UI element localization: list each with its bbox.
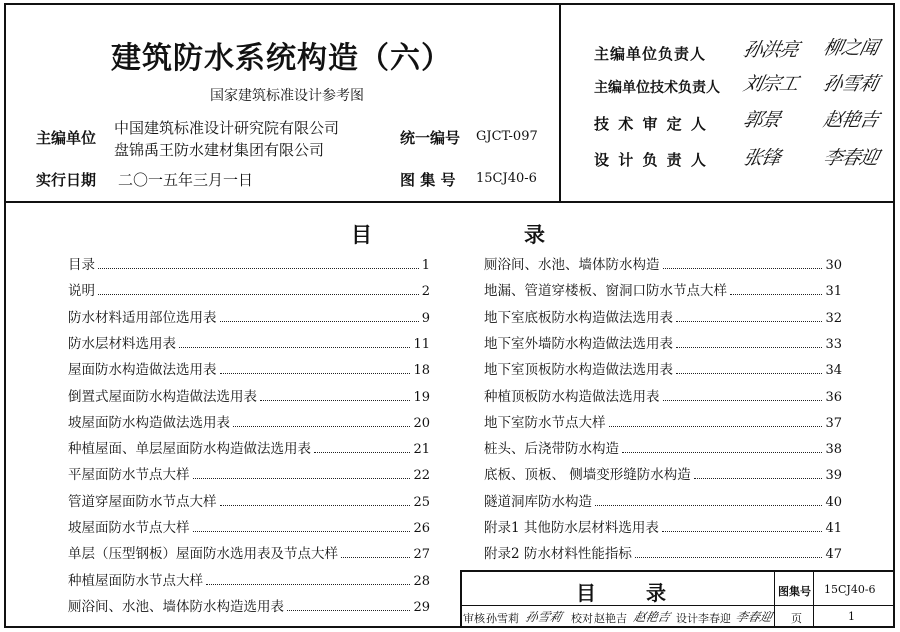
toc-leader-dots <box>694 478 823 479</box>
unified-no-value: GJCT-097 <box>476 129 538 144</box>
titleblock-review-label: 审核 <box>463 612 485 625</box>
toc-leader-dots <box>193 478 411 479</box>
toc-entry <box>68 332 430 352</box>
toc-leader-dots <box>676 321 822 322</box>
toc-leader-dots <box>676 347 822 348</box>
titleblock-review-sig: 孙雪莉 <box>524 610 564 624</box>
resp-sig-4b: 李春迎 <box>821 147 881 169</box>
toc-leader-dots <box>595 505 822 506</box>
toc-heading-right: 录 <box>524 222 545 247</box>
toc-leader-dots <box>179 347 410 348</box>
titleblock-left-line <box>460 570 462 626</box>
toc-entry <box>484 516 842 536</box>
toc-entry-page: 25 <box>413 494 430 510</box>
resp-sig-3a: 郭景 <box>741 109 783 131</box>
titleblock-mid-line <box>460 605 893 606</box>
toc-entry-title: 地漏、管道穿楼板、窗洞口防水节点大样 <box>484 283 727 300</box>
unified-no-label: 统一编号 <box>400 129 461 147</box>
toc-entry-page: 34 <box>825 363 842 379</box>
toc-entry-title: 说明 <box>68 283 95 300</box>
toc-entry-page: 20 <box>413 415 430 431</box>
titleblock-review-name: 孙雪莉 <box>486 612 519 625</box>
toc-entry <box>68 437 430 457</box>
toc-leader-dots <box>220 505 411 506</box>
toc-entry-title: 目录 <box>68 257 95 273</box>
toc-entry <box>68 569 430 589</box>
toc-heading-left: 目 <box>351 222 372 247</box>
toc-entry-page: 11 <box>413 336 430 352</box>
toc-entry-title: 种植屋面防水节点大样 <box>68 572 203 589</box>
toc-entry-title: 地下室底板防水构造做法选用表 <box>484 309 673 326</box>
atlas-no-value: 15CJ40-6 <box>476 171 537 186</box>
toc-entry-title: 附录1 其他防水层材料选用表 <box>484 520 659 536</box>
toc-entry-title: 倒置式屋面防水构造做法选用表 <box>68 388 257 405</box>
toc-entry-page: 38 <box>825 442 842 458</box>
toc-entry <box>484 542 842 562</box>
resp-label-1: 主编单位负责人 <box>594 45 707 63</box>
atlas-no-label: 图 集 号 <box>400 171 456 189</box>
toc-leader-dots <box>233 426 410 427</box>
resp-label-4: 设 计 负 责 人 <box>594 151 708 169</box>
toc-leader-dots <box>663 268 823 269</box>
toc-leader-dots <box>287 610 410 611</box>
toc-entry-page: 36 <box>825 389 842 405</box>
toc-leader-dots <box>260 400 410 401</box>
editor-org-2: 盘锦禹王防水建材集团有限公司 <box>114 141 325 159</box>
titleblock-name-right: 录 <box>646 581 666 605</box>
toc-entry <box>484 411 842 431</box>
editor-label: 主编单位 <box>36 129 97 147</box>
toc-entry-title: 隧道洞库防水构造 <box>484 493 592 510</box>
toc-entry <box>68 358 430 378</box>
toc-entry-page: 40 <box>825 494 842 510</box>
toc-entry-page: 18 <box>413 363 430 379</box>
toc-entry <box>68 542 430 562</box>
toc-leader-dots <box>622 452 822 453</box>
resp-sig-2b: 孙雪莉 <box>821 73 881 95</box>
toc-entry <box>484 279 842 299</box>
toc-entry <box>68 253 430 273</box>
date-label: 实行日期 <box>36 171 97 189</box>
resp-label-3: 技 术 审 定 人 <box>594 115 708 133</box>
toc-entry-title: 底板、顶板、 侧墙变形缝防水构造 <box>484 467 691 484</box>
resp-sig-2a: 刘宗工 <box>741 73 801 95</box>
date-value: 二〇一五年三月一日 <box>118 171 254 189</box>
toc-entry-page: 27 <box>413 547 430 563</box>
toc-entry-title: 防水层材料选用表 <box>68 335 176 352</box>
toc-entry <box>68 385 430 405</box>
toc-entry-page: 2 <box>421 284 430 300</box>
toc-entry <box>68 279 430 299</box>
resp-sig-3b: 赵艳吉 <box>821 109 881 131</box>
toc-entry <box>484 463 842 483</box>
toc-leader-dots <box>220 373 411 374</box>
header-divider-line <box>559 5 561 201</box>
toc-entry <box>484 332 842 352</box>
toc-entry <box>68 516 430 536</box>
toc-entry <box>68 306 430 326</box>
toc-entry <box>484 306 842 326</box>
toc-entry-title: 单层（压型钢板）屋面防水选用表及节点大样 <box>68 546 338 563</box>
toc-leader-dots <box>730 294 822 295</box>
toc-entry-page: 37 <box>825 415 842 431</box>
toc-entry <box>68 463 430 483</box>
toc-entry-page: 22 <box>413 468 430 484</box>
toc-leader-dots <box>98 294 419 295</box>
toc-leader-dots <box>206 584 410 585</box>
toc-leader-dots <box>314 452 410 453</box>
toc-leader-dots <box>662 531 823 532</box>
page-subtitle: 国家建筑标准设计参考图 <box>210 88 364 104</box>
toc-entry-page: 39 <box>825 468 842 484</box>
titleblock-check-name: 赵艳吉 <box>594 612 627 625</box>
toc-entry-page: 33 <box>825 336 842 352</box>
toc-entry-title: 厕浴间、水池、墙体防水构造 <box>484 257 660 273</box>
toc-entry-title: 屋面防水构造做法选用表 <box>68 362 217 379</box>
toc-entry-page: 26 <box>413 521 430 536</box>
toc-leader-dots <box>220 321 419 322</box>
toc-entry <box>484 253 842 273</box>
toc-entry-page: 9 <box>421 310 430 326</box>
titleblock-v1 <box>774 570 775 626</box>
toc-entry-page: 19 <box>413 389 430 405</box>
toc-entry-page: 31 <box>825 284 842 300</box>
toc-entry <box>68 411 430 431</box>
toc-leader-dots <box>635 557 823 558</box>
toc-entry-title: 厕浴间、水池、墙体防水构造选用表 <box>68 598 284 615</box>
titleblock-page-label: 页 <box>791 612 802 625</box>
titleblock-design-name: 李春迎 <box>698 612 731 625</box>
toc-entry-page: 28 <box>413 573 430 589</box>
toc-entry <box>484 490 842 510</box>
toc-entry-page: 32 <box>825 310 842 326</box>
toc-leader-dots <box>676 373 822 374</box>
titleblock-atlas-label: 图集号 <box>778 585 811 598</box>
editor-org-1: 中国建筑标准设计研究院有限公司 <box>114 119 340 137</box>
toc-entry-page: 30 <box>825 258 842 273</box>
toc-leader-dots <box>193 531 411 532</box>
toc-entry-page: 29 <box>413 599 430 615</box>
toc-entry <box>68 490 430 510</box>
resp-label-2: 主编单位技术负责人 <box>594 80 720 96</box>
page-title: 建筑防水系统构造（六） <box>111 41 452 76</box>
titleblock-design-sig: 李春迎 <box>734 610 774 624</box>
toc-entry <box>68 595 430 615</box>
toc-entry-title: 坡屋面防水构造做法选用表 <box>68 414 230 431</box>
titleblock-check-sig: 赵艳吉 <box>632 610 672 624</box>
toc-entry-page: 1 <box>421 258 430 273</box>
toc-entry-title: 平屋面防水节点大样 <box>68 467 190 484</box>
titleblock-design-label: 设计 <box>676 612 698 625</box>
toc-entry-title: 种植屋面、单层屋面防水构造做法选用表 <box>68 441 311 458</box>
resp-sig-1b: 柳之闻 <box>821 37 881 59</box>
toc-entry-title: 地下室顶板防水构造做法选用表 <box>484 362 673 379</box>
toc-entry-page: 47 <box>825 547 842 563</box>
toc-leader-dots <box>341 557 410 558</box>
toc-leader-dots <box>609 426 823 427</box>
toc-entry-title: 防水材料适用部位选用表 <box>68 309 217 326</box>
toc-entry-page: 41 <box>825 521 842 536</box>
titleblock-v2 <box>813 570 814 626</box>
toc-entry <box>484 385 842 405</box>
toc-entry <box>484 437 842 457</box>
toc-entry-title: 地下室外墙防水构造做法选用表 <box>484 335 673 352</box>
titleblock-top-line <box>460 570 893 572</box>
titleblock-name-left: 目 <box>576 581 596 605</box>
toc-entry-title: 桩头、后浇带防水构造 <box>484 441 619 458</box>
toc-entry-title: 种植顶板防水构造做法选用表 <box>484 388 660 405</box>
toc-entry-title: 地下室防水节点大样 <box>484 414 606 431</box>
toc-leader-dots <box>98 268 419 269</box>
toc-entry-page: 21 <box>413 442 430 458</box>
resp-sig-4a: 张锋 <box>741 147 783 169</box>
toc-leader-dots <box>663 400 823 401</box>
titleblock-page-value: 1 <box>848 610 855 623</box>
header-bottom-line <box>6 201 893 203</box>
toc-entry <box>484 358 842 378</box>
titleblock-check-label: 校对 <box>571 612 593 625</box>
toc-entry-title: 坡屋面防水节点大样 <box>68 520 190 536</box>
resp-sig-1a: 孙洪亮 <box>741 39 801 61</box>
drawing-sheet <box>4 3 895 628</box>
titleblock-atlas-value: 15CJ40-6 <box>824 583 876 596</box>
toc-entry-title: 管道穿屋面防水节点大样 <box>68 493 217 510</box>
toc-entry-title: 附录2 防水材料性能指标 <box>484 546 632 563</box>
